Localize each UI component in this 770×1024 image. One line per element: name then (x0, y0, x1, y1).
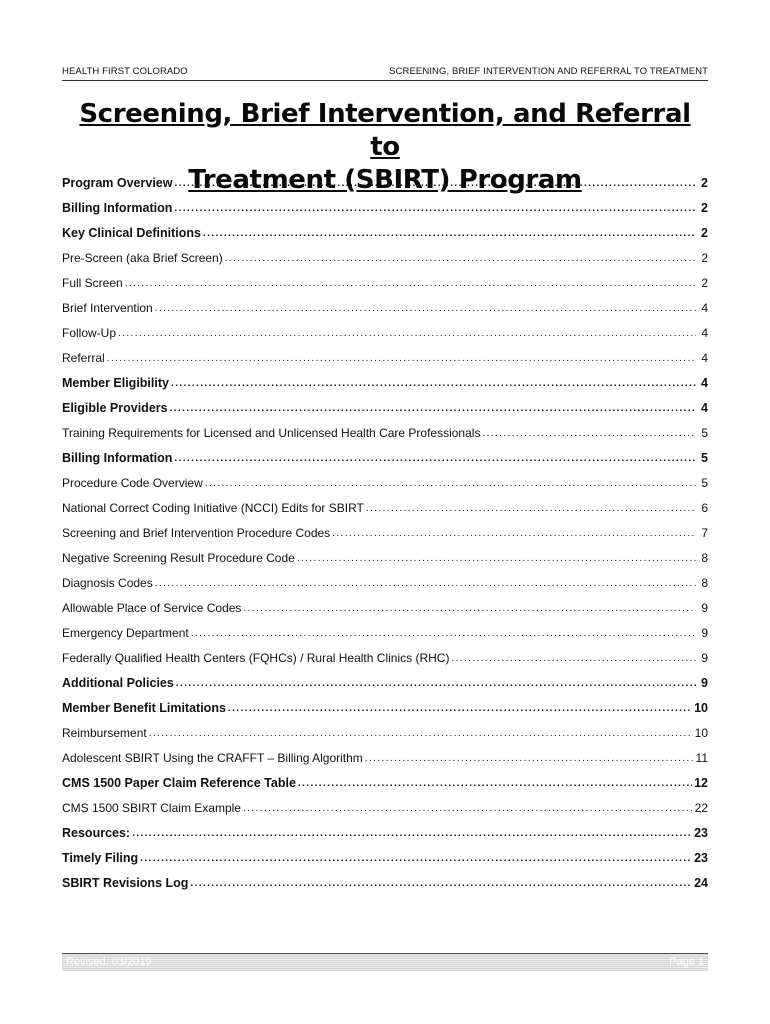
toc-dot-leader (176, 677, 696, 690)
toc-entry-page: 5 (701, 426, 708, 440)
title-line-2: Treatment (SBIRT) Program (188, 165, 582, 195)
toc-entry-page: 22 (694, 801, 708, 815)
toc-entry[interactable] (62, 690, 708, 715)
toc-entry-label: Negative Screening Result Procedure Code (62, 551, 295, 565)
toc-entry-label: Member Benefit Limitations (62, 701, 226, 715)
toc-entry[interactable] (62, 515, 708, 540)
toc-entry-page: 2 (701, 201, 708, 215)
toc-entry-label: Emergency Department (62, 626, 189, 640)
toc-entry[interactable] (62, 490, 708, 515)
toc-dot-leader (225, 252, 696, 265)
toc-entry-label: Follow-Up (62, 326, 117, 340)
toc-entry[interactable] (62, 340, 708, 365)
toc-entry[interactable] (62, 265, 708, 290)
toc-dot-leader (298, 777, 692, 790)
toc-dot-leader (174, 452, 696, 465)
toc-entry-page: 8 (701, 551, 708, 565)
toc-dot-leader (155, 302, 696, 315)
toc-entry-label: Training Requirements for Licensed and Unlicensed Health Care Professionals (62, 426, 481, 440)
toc-entry-page: 2 (701, 276, 708, 290)
toc-entry-page: 7 (701, 526, 708, 540)
toc-entry[interactable] (62, 415, 708, 440)
toc-entry-page: 10 (694, 726, 708, 740)
page-number: Page 1 (669, 956, 704, 968)
revision-date: Revised: 03/2019 (66, 956, 152, 968)
toc-dot-leader (174, 202, 696, 215)
toc-entry-page: 4 (701, 376, 708, 390)
toc-dot-leader (228, 702, 692, 715)
toc-entry-page: 23 (694, 851, 708, 865)
toc-entry-page: 9 (701, 651, 708, 665)
toc-dot-leader (140, 852, 692, 865)
toc-entry-page: 9 (701, 601, 708, 615)
toc-entry[interactable] (62, 615, 708, 640)
toc-dot-leader (297, 552, 696, 565)
table-of-contents (62, 165, 708, 890)
toc-dot-leader (365, 752, 694, 765)
toc-entry[interactable] (62, 865, 708, 890)
toc-entry-label: SBIRT Revisions Log (62, 876, 189, 890)
toc-entry[interactable] (62, 665, 708, 690)
toc-dot-leader (451, 652, 696, 665)
toc-entry-page: 11 (695, 751, 708, 765)
toc-entry-label: Program Overview (62, 176, 173, 190)
toc-entry[interactable] (62, 315, 708, 340)
toc-entry-label: Resources: (62, 826, 131, 840)
toc-entry-page: 8 (701, 576, 708, 590)
toc-dot-leader (125, 277, 696, 290)
toc-dot-leader (149, 727, 693, 740)
toc-entry-page: 23 (694, 826, 708, 840)
toc-dot-leader (118, 327, 696, 340)
toc-entry-label: Reimbursement (62, 726, 147, 740)
toc-dot-leader (243, 802, 693, 815)
toc-entry-page: 2 (701, 251, 708, 265)
toc-dot-leader (155, 577, 696, 590)
toc-entry[interactable] (62, 390, 708, 415)
toc-entry-page: 5 (701, 476, 708, 490)
toc-entry-page: 6 (701, 501, 708, 515)
toc-entry-label: Brief Intervention (62, 301, 153, 315)
toc-entry-page: 4 (701, 351, 708, 365)
toc-dot-leader (191, 627, 696, 640)
header-org-name: HEALTH FIRST COLORADO (62, 66, 188, 77)
toc-entry[interactable] (62, 165, 708, 190)
toc-entry-page: 12 (694, 776, 708, 790)
toc-entry[interactable] (62, 290, 708, 315)
toc-dot-leader (243, 602, 696, 615)
toc-dot-leader (366, 502, 696, 515)
toc-entry-label: Diagnosis Codes (62, 576, 153, 590)
toc-entry-label: National Correct Coding Initiative (NCCI) Edits for SBIRT (62, 501, 364, 515)
toc-entry-label: Screening and Brief Intervention Procedure Codes (62, 526, 331, 540)
toc-entry-label: Federally Qualified Health Centers (FQHCs) / Rural Health Clinics (RHC) (62, 651, 450, 665)
toc-dot-leader (332, 527, 696, 540)
toc-dot-leader (107, 352, 696, 365)
toc-entry[interactable] (62, 365, 708, 390)
toc-entry-label: Billing Information (62, 201, 173, 215)
toc-entry-label: CMS 1500 Paper Claim Reference Table (62, 776, 296, 790)
toc-entry[interactable] (62, 465, 708, 490)
toc-entry-label: CMS 1500 SBIRT Claim Example (62, 801, 241, 815)
toc-dot-leader (171, 377, 696, 390)
toc-entry[interactable] (62, 640, 708, 665)
toc-entry-page: 5 (701, 451, 708, 465)
toc-entry-page: 9 (701, 676, 708, 690)
title-line-1: Screening, Brief Intervention, and Referral to (79, 99, 691, 162)
toc-entry-label: Pre-Screen (aka Brief Screen) (62, 251, 223, 265)
toc-entry-label: Billing Information (62, 451, 173, 465)
toc-entry-label: Procedure Code Overview (62, 476, 203, 490)
toc-entry-label: Additional Policies (62, 676, 174, 690)
toc-entry-page: 2 (701, 176, 708, 190)
toc-dot-leader (205, 477, 696, 490)
toc-entry-label: Adolescent SBIRT Using the CRAFFT – Billing Algorithm (62, 751, 363, 765)
running-header (62, 62, 708, 81)
toc-entry-label: Referral (62, 351, 105, 365)
toc-entry-label: Eligible Providers (62, 401, 168, 415)
toc-entry[interactable] (62, 565, 708, 590)
toc-entry-page: 9 (701, 626, 708, 640)
toc-entry-label: Allowable Place of Service Codes (62, 601, 242, 615)
toc-entry-page: 24 (694, 876, 708, 890)
toc-entry-page: 4 (701, 301, 708, 315)
toc-entry[interactable] (62, 440, 708, 465)
toc-dot-leader (190, 877, 692, 890)
page-footer (62, 953, 708, 971)
toc-entry-label: Full Screen (62, 276, 123, 290)
toc-entry[interactable] (62, 190, 708, 215)
toc-entry[interactable] (62, 590, 708, 615)
toc-entry-page: 10 (694, 701, 708, 715)
toc-entry[interactable] (62, 840, 708, 865)
toc-entry[interactable] (62, 715, 708, 740)
toc-entry[interactable] (62, 540, 708, 565)
toc-dot-leader (174, 177, 696, 190)
toc-dot-leader (203, 227, 696, 240)
toc-entry[interactable] (62, 815, 708, 840)
toc-entry-page: 4 (701, 326, 708, 340)
toc-entry[interactable] (62, 765, 708, 790)
toc-entry[interactable] (62, 215, 708, 240)
toc-entry-label: Key Clinical Definitions (62, 226, 201, 240)
toc-entry-label: Timely Filing (62, 851, 139, 865)
toc-dot-leader (132, 827, 692, 840)
toc-entry[interactable] (62, 790, 708, 815)
header-document-topic: SCREENING, BRIEF INTERVENTION AND REFERRAL TO TREATMENT (389, 66, 708, 77)
toc-entry-page: 4 (701, 401, 708, 415)
toc-entry[interactable] (62, 240, 708, 265)
toc-entry[interactable] (62, 740, 708, 765)
toc-entry-label: Member Eligibility (62, 376, 169, 390)
toc-dot-leader (482, 427, 696, 440)
toc-dot-leader (170, 402, 696, 415)
toc-entry-page: 2 (701, 226, 708, 240)
